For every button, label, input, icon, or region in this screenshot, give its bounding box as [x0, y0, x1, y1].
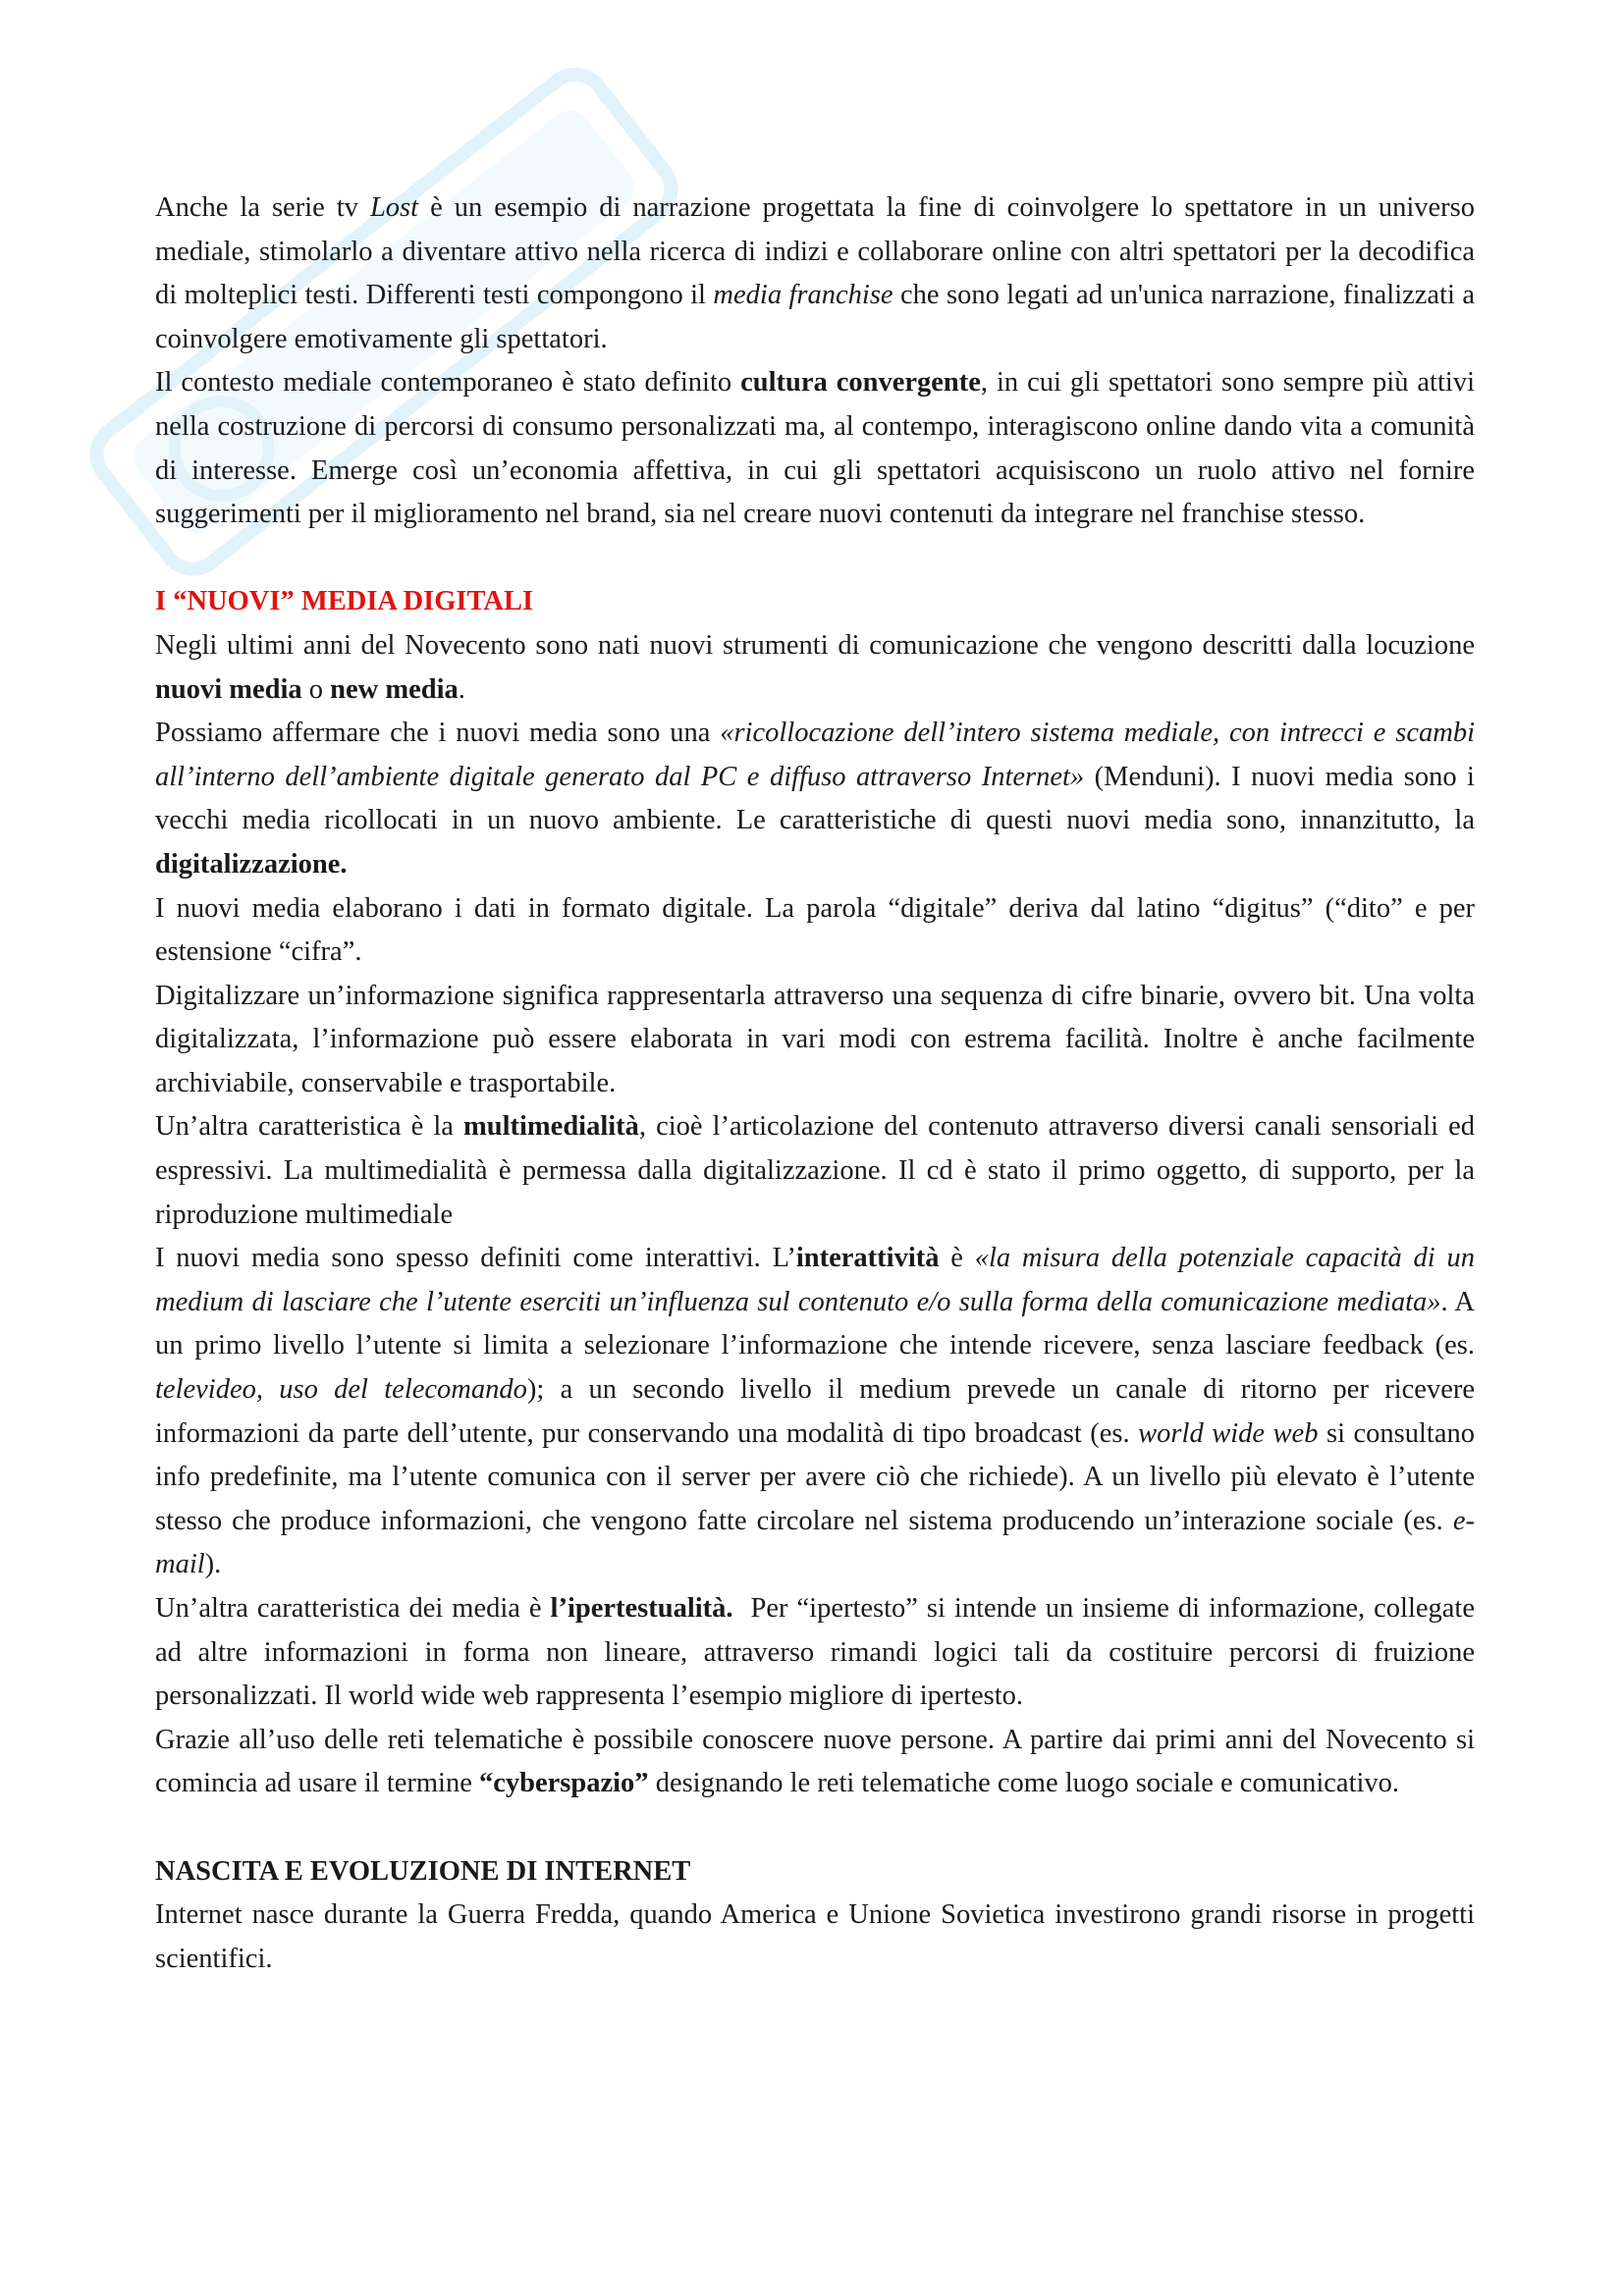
italic-text: media franchise: [713, 280, 893, 311]
text: I nuovi media sono spesso definiti come interattivi. L’: [155, 1243, 796, 1274]
text: che sono legati ad un'unica narrazione, finalizzati a coinvolgere emotivamente gli spettatori.: [155, 280, 1476, 354]
bold-term: l’ipertestualità.: [550, 1593, 733, 1624]
text: o: [301, 673, 331, 705]
paragraph-digitale: I nuovi media elaborano i dati in formato digitale. La parola “digitale” deriva dal latino “digitus” (“dito” e per estensione “cifra”.: [155, 892, 1475, 968]
paragraph-ipertestualita: [155, 1587, 1483, 1719]
text: .: [458, 673, 465, 705]
spacer: [155, 1806, 1475, 1850]
text: Anche la serie tv: [155, 192, 370, 223]
bold-term: cultura convergente: [740, 367, 981, 399]
document-body: [155, 187, 1483, 1981]
italic-text: Lost: [369, 192, 419, 223]
paragraph-digitalizzare: Digitalizzare un’informazione significa rappresentarla attraverso una sequenza di cifre binarie, ovvero bit. Una volta digitalizzata, l’informazione può essere elaborata in vari modi con estrema facilità. Inoltre è anche facilmente archiviabile, conservabile e trasportabile.: [155, 980, 1475, 1098]
text: , in cui gli spettatori sono sempre più attivi nella costruzione di percorsi di consumo personalizzati ma, al contempo, interagiscono online dando vita a comunità di interesse. Emerge così un’economia affettiva, in cui gli spettatori acquisiscono un ruolo attivo nel fornire suggerimenti per il miglioramento nel brand, sia nel creare nuovi contenuti da integrare nel franchise stesso.: [155, 367, 1475, 530]
text: ); a un secondo livello il medium prevede un canale di ritorno per ricevere informazioni da parte dell’utente, pur conservando una modalità di tipo broadcast (es.: [155, 1374, 1475, 1449]
paragraph-lost: [155, 187, 1475, 361]
paragraph-multimedialita: [155, 1105, 1475, 1237]
text: ).: [204, 1549, 222, 1580]
bold-term: interattività: [795, 1243, 940, 1274]
text: Possiamo affermare che i nuovi media sono una: [155, 718, 721, 749]
bold-term: multimedialità: [463, 1111, 639, 1143]
text: Per “ipertesto” si intende un insieme di informazione, collegate ad altre informazioni in forma non lineare, attraverso rimandi logici tali da costituire percorsi di fruizione personalizzati. Il world wide web rappresenta l’esempio migliore di ipertesto.: [155, 1593, 1483, 1712]
italic-text: e-mail: [155, 1505, 1475, 1580]
italic-text: televideo, uso del telecomando: [155, 1374, 527, 1406]
text: Un’altra caratteristica è la: [155, 1111, 464, 1143]
bold-term: “cyberspazio”: [479, 1768, 649, 1799]
paragraph-cyberspazio: [155, 1719, 1475, 1806]
text: Un’altra caratteristica dei media è: [155, 1593, 551, 1624]
paragraph-menduni: [155, 712, 1475, 886]
italic-text: world wide web: [1138, 1417, 1319, 1449]
heading-internet: NASCITA E EVOLUZIONE DI INTERNET: [155, 1855, 691, 1887]
paragraph-interattivita: [155, 1237, 1475, 1587]
text: Grazie all’uso delle reti telematiche è possibile conoscere nuove persone. A partire dai primi anni del Novecento si comincia ad usare il termine: [155, 1724, 1475, 1799]
bold-term: new media: [330, 673, 459, 705]
paragraph-cultura-convergente: [155, 361, 1475, 536]
spacer: [155, 537, 1475, 581]
text: . A un primo livello l’utente si limita a selezionare l’informazione che intende ricevere, senza lasciare feedback (es.: [155, 1286, 1476, 1362]
bold-term: digitalizzazione.: [155, 848, 348, 880]
italic-quote: «la misura della potenziale capacità di un medium di lasciare che l’utente eserciti un’influenza sul contenuto e/o sulla forma della comunicazione mediata»: [155, 1243, 1475, 1317]
text: Il contesto mediale contemporaneo è stato definito: [155, 367, 741, 399]
text: si consultano info predefinite, ma l’utente comunica con il server per avere ciò che richiede). A un livello più elevato è l’utente stesso che produce informazioni, che vengono fatte circolare nel sistema producendo un’interazione sociale (es.: [155, 1417, 1475, 1536]
text: è un esempio di narrazione progettata la fine di coinvolgere lo spettatore in un universo mediale, stimolarlo a diventare attivo nella ricerca di indizi e collaborare online con altri spettatori per la decodifica di molteplici testi. Differenti testi compongono il: [155, 192, 1475, 311]
text: è: [939, 1243, 975, 1274]
heading-nuovi-media: I “NUOVI” MEDIA DIGITALI: [155, 586, 534, 617]
text: , cioè l’articolazione del contenuto attraverso diversi canali sensoriali ed espressivi. La multimedialità è permessa dalla digitalizzazione. Il cd è stato il primo oggetto, di supporto, per la riproduzione multimediale: [155, 1111, 1475, 1230]
text: designando le reti telematiche come luogo sociale e comunicativo.: [648, 1768, 1400, 1799]
text: Negli ultimi anni del Novecento sono nati nuovi strumenti di comunicazione che vengono descritti dalla locuzione: [155, 629, 1475, 661]
paragraph-guerra-fredda: Internet nasce durante la Guerra Fredda, quando America e Unione Sovietica investirono grandi risorse in progetti scientifici.: [155, 1899, 1475, 1974]
text: (Menduni). I nuovi media sono i vecchi media ricollocati in un nuovo ambiente. Le caratteristiche di questi nuovi media sono, innanzitutto, la: [155, 761, 1475, 836]
paragraph-new-media: [155, 624, 1475, 712]
italic-quote: «ricollocazione dell’intero sistema mediale, con intrecci e scambi all’interno dell’ambiente digitale generato dal PC e diffuso attraverso Internet»: [155, 718, 1476, 792]
bold-term: nuovi media: [155, 673, 302, 705]
